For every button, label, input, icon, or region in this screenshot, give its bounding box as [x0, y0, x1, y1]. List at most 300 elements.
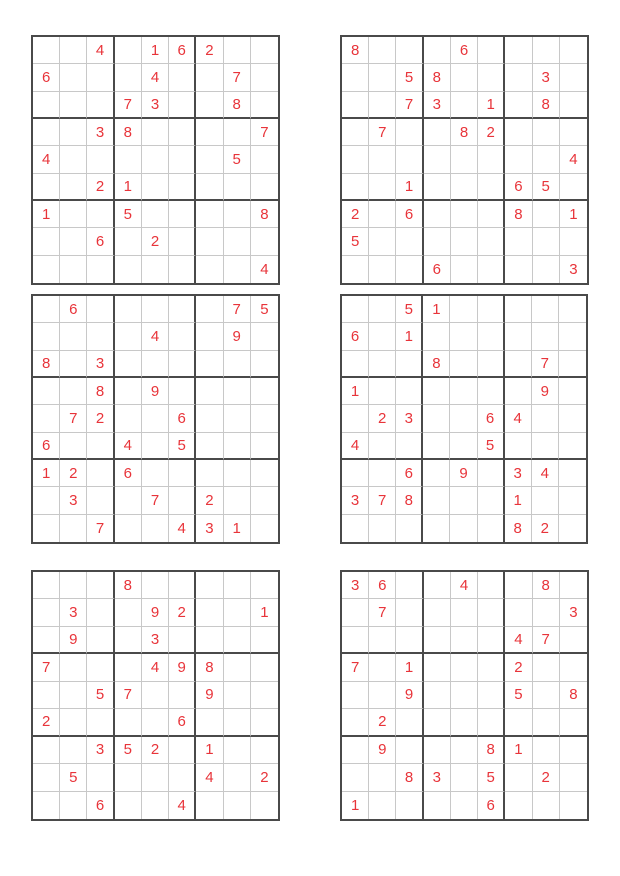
sudoku-cell-r7-c5[interactable] — [142, 201, 169, 228]
sudoku-cell-r7-c7[interactable] — [196, 201, 223, 228]
sudoku-cell-r5-c1[interactable] — [33, 682, 60, 709]
sudoku-cell-r6-c9[interactable] — [560, 174, 587, 201]
sudoku-cell-r5-c8[interactable] — [224, 405, 251, 432]
sudoku-cell-r5-c6[interactable] — [169, 146, 196, 173]
sudoku-cell-r2-c1[interactable]: 6 — [342, 323, 369, 350]
sudoku-cell-r9-c8[interactable] — [533, 792, 560, 819]
sudoku-cell-r4-c7[interactable]: 8 — [196, 654, 223, 681]
sudoku-cell-r9-c6[interactable] — [478, 256, 505, 283]
sudoku-cell-r3-c6[interactable] — [169, 627, 196, 654]
sudoku-cell-r4-c8[interactable] — [224, 654, 251, 681]
sudoku-cell-r2-c4[interactable] — [115, 599, 142, 626]
sudoku-cell-r4-c2[interactable] — [369, 378, 396, 405]
sudoku-cell-r6-c3[interactable]: 2 — [87, 174, 114, 201]
sudoku-cell-r6-c3[interactable] — [396, 433, 423, 460]
sudoku-cell-r9-c9[interactable] — [251, 792, 278, 819]
sudoku-cell-r1-c9[interactable] — [559, 296, 586, 323]
sudoku-cell-r1-c3[interactable] — [87, 572, 114, 599]
sudoku-cell-r5-c5[interactable] — [142, 682, 169, 709]
sudoku-cell-r7-c5[interactable] — [451, 201, 478, 228]
sudoku-cell-r1-c3[interactable]: 4 — [87, 37, 114, 64]
sudoku-cell-r5-c7[interactable] — [196, 146, 223, 173]
sudoku-cell-r3-c9[interactable] — [251, 92, 278, 119]
sudoku-cell-r6-c8[interactable] — [532, 433, 559, 460]
sudoku-cell-r9-c6[interactable]: 6 — [478, 792, 505, 819]
sudoku-cell-r9-c5[interactable] — [451, 792, 478, 819]
sudoku-cell-r4-c6[interactable] — [478, 378, 505, 405]
sudoku-cell-r9-c2[interactable] — [60, 256, 87, 283]
sudoku-cell-r3-c9[interactable] — [560, 627, 587, 654]
sudoku-cell-r8-c7[interactable]: 4 — [196, 764, 223, 791]
sudoku-cell-r4-c3[interactable]: 3 — [87, 119, 114, 146]
sudoku-cell-r7-c3[interactable]: 3 — [87, 737, 114, 764]
sudoku-cell-r3-c9[interactable] — [251, 627, 278, 654]
sudoku-cell-r5-c1[interactable] — [33, 405, 60, 432]
sudoku-cell-r4-c3[interactable] — [396, 119, 423, 146]
sudoku-cell-r7-c4[interactable] — [424, 737, 451, 764]
sudoku-cell-r6-c6[interactable] — [169, 174, 196, 201]
sudoku-cell-r8-c2[interactable]: 7 — [369, 487, 396, 514]
sudoku-cell-r3-c3[interactable]: 3 — [87, 351, 114, 378]
sudoku-cell-r2-c5[interactable] — [451, 599, 478, 626]
sudoku-cell-r6-c3[interactable] — [87, 433, 114, 460]
sudoku-cell-r1-c5[interactable] — [450, 296, 477, 323]
sudoku-cell-r8-c1[interactable] — [33, 228, 60, 255]
sudoku-cell-r2-c4[interactable]: 8 — [424, 64, 451, 91]
sudoku-cell-r8-c8[interactable] — [532, 487, 559, 514]
sudoku-cell-r4-c3[interactable]: 8 — [87, 378, 114, 405]
sudoku-cell-r6-c1[interactable]: 4 — [342, 433, 369, 460]
sudoku-cell-r8-c8[interactable] — [533, 228, 560, 255]
sudoku-cell-r1-c5[interactable] — [142, 572, 169, 599]
sudoku-cell-r9-c5[interactable] — [451, 256, 478, 283]
sudoku-cell-r6-c8[interactable] — [224, 433, 251, 460]
sudoku-cell-r7-c6[interactable] — [478, 201, 505, 228]
sudoku-cell-r6-c9[interactable] — [251, 433, 278, 460]
sudoku-cell-r4-c8[interactable] — [224, 119, 251, 146]
sudoku-cell-r8-c4[interactable] — [115, 487, 142, 514]
sudoku-cell-r4-c8[interactable] — [533, 119, 560, 146]
sudoku-cell-r2-c9[interactable]: 3 — [560, 599, 587, 626]
sudoku-cell-r1-c1[interactable]: 8 — [342, 37, 369, 64]
sudoku-cell-r4-c3[interactable] — [87, 654, 114, 681]
sudoku-cell-r8-c8[interactable] — [224, 764, 251, 791]
sudoku-cell-r2-c7[interactable] — [196, 64, 223, 91]
sudoku-cell-r4-c7[interactable] — [505, 119, 532, 146]
sudoku-cell-r9-c5[interactable] — [450, 515, 477, 542]
sudoku-cell-r8-c6[interactable]: 5 — [478, 764, 505, 791]
sudoku-cell-r7-c1[interactable]: 1 — [33, 201, 60, 228]
sudoku-cell-r2-c6[interactable] — [478, 64, 505, 91]
sudoku-cell-r1-c1[interactable] — [33, 572, 60, 599]
sudoku-cell-r8-c6[interactable] — [169, 228, 196, 255]
sudoku-cell-r5-c5[interactable] — [142, 146, 169, 173]
sudoku-cell-r7-c4[interactable] — [423, 460, 450, 487]
sudoku-cell-r1-c2[interactable] — [60, 37, 87, 64]
sudoku-cell-r3-c2[interactable]: 9 — [60, 627, 87, 654]
sudoku-cell-r7-c6[interactable] — [478, 460, 505, 487]
sudoku-cell-r6-c2[interactable] — [60, 174, 87, 201]
sudoku-cell-r7-c9[interactable] — [251, 460, 278, 487]
sudoku-cell-r5-c2[interactable] — [60, 682, 87, 709]
sudoku-cell-r5-c8[interactable] — [533, 682, 560, 709]
sudoku-cell-r2-c4[interactable] — [115, 323, 142, 350]
sudoku-cell-r3-c4[interactable]: 3 — [424, 92, 451, 119]
sudoku-cell-r4-c1[interactable]: 7 — [342, 654, 369, 681]
sudoku-cell-r9-c8[interactable] — [533, 256, 560, 283]
sudoku-cell-r3-c1[interactable] — [342, 92, 369, 119]
sudoku-cell-r6-c7[interactable] — [196, 433, 223, 460]
sudoku-cell-r4-c6[interactable]: 9 — [169, 654, 196, 681]
sudoku-cell-r6-c5[interactable] — [142, 709, 169, 736]
sudoku-cell-r1-c1[interactable] — [33, 37, 60, 64]
sudoku-cell-r9-c7[interactable] — [196, 256, 223, 283]
sudoku-cell-r4-c5[interactable]: 4 — [142, 654, 169, 681]
sudoku-cell-r2-c4[interactable] — [423, 323, 450, 350]
sudoku-cell-r9-c9[interactable]: 4 — [260, 260, 269, 278]
sudoku-cell-r4-c5[interactable] — [142, 119, 169, 146]
sudoku-cell-r2-c3[interactable]: 5 — [396, 64, 423, 91]
sudoku-cell-r6-c6[interactable]: 5 — [169, 433, 196, 460]
sudoku-cell-r4-c1[interactable]: 1 — [342, 378, 369, 405]
sudoku-cell-r8-c5[interactable] — [451, 764, 478, 791]
sudoku-cell-r6-c4[interactable] — [424, 709, 451, 736]
sudoku-cell-r2-c8[interactable]: 3 — [533, 64, 560, 91]
sudoku-cell-r1-c3[interactable] — [396, 572, 423, 599]
sudoku-cell-r7-c2[interactable] — [60, 737, 87, 764]
sudoku-cell-r6-c8[interactable] — [533, 709, 560, 736]
sudoku-cell-r8-c6[interactable] — [169, 487, 196, 514]
sudoku-cell-r6-c7[interactable]: 6 — [505, 174, 532, 201]
sudoku-cell-r2-c4[interactable] — [424, 599, 451, 626]
sudoku-cell-r2-c6[interactable] — [169, 64, 196, 91]
sudoku-cell-r2-c7[interactable] — [505, 64, 532, 91]
sudoku-cell-r4-c2[interactable] — [60, 378, 87, 405]
sudoku-cell-r5-c5[interactable] — [142, 405, 169, 432]
sudoku-cell-r6-c8[interactable] — [224, 174, 251, 201]
sudoku-cell-r5-c3[interactable] — [396, 146, 423, 173]
sudoku-cell-r8-c2[interactable]: 5 — [60, 764, 87, 791]
sudoku-cell-r2-c3[interactable] — [396, 599, 423, 626]
sudoku-cell-r3-c2[interactable] — [369, 351, 396, 378]
sudoku-cell-r3-c6[interactable] — [478, 351, 505, 378]
sudoku-cell-r6-c9[interactable] — [560, 709, 587, 736]
sudoku-cell-r1-c5[interactable]: 1 — [142, 37, 169, 64]
sudoku-cell-r9-c1[interactable] — [342, 515, 369, 542]
sudoku-cell-r8-c5[interactable]: 2 — [142, 228, 169, 255]
sudoku-cell-r7-c5[interactable]: 2 — [142, 737, 169, 764]
sudoku-cell-r7-c9[interactable] — [559, 460, 586, 487]
sudoku-cell-r6-c1[interactable] — [342, 174, 369, 201]
sudoku-cell-r3-c2[interactable] — [60, 351, 87, 378]
sudoku-cell-r2-c3[interactable]: 1 — [396, 323, 423, 350]
sudoku-cell-r5-c3[interactable]: 9 — [396, 682, 423, 709]
sudoku-cell-r4-c4[interactable]: 8 — [115, 119, 142, 146]
sudoku-cell-r7-c2[interactable] — [60, 201, 87, 228]
sudoku-cell-r9-c4[interactable] — [424, 792, 451, 819]
sudoku-cell-r5-c6[interactable]: 6 — [169, 405, 196, 432]
sudoku-cell-r5-c1[interactable] — [342, 682, 369, 709]
sudoku-cell-r2-c9[interactable] — [251, 64, 278, 91]
sudoku-cell-r9-c4[interactable] — [115, 256, 142, 283]
sudoku-cell-r3-c3[interactable] — [87, 627, 114, 654]
sudoku-cell-r7-c4[interactable]: 5 — [115, 737, 142, 764]
sudoku-cell-r5-c4[interactable] — [115, 405, 142, 432]
sudoku-cell-r8-c5[interactable] — [450, 487, 477, 514]
sudoku-cell-r3-c2[interactable] — [60, 92, 87, 119]
sudoku-cell-r1-c2[interactable]: 6 — [369, 572, 396, 599]
sudoku-cell-r2-c2[interactable] — [60, 64, 87, 91]
sudoku-cell-r7-c8[interactable] — [224, 737, 251, 764]
sudoku-cell-r2-c5[interactable]: 9 — [142, 599, 169, 626]
sudoku-cell-r8-c9[interactable]: 2 — [251, 764, 278, 791]
sudoku-cell-r8-c4[interactable]: 3 — [424, 764, 451, 791]
sudoku-cell-r3-c5[interactable] — [450, 351, 477, 378]
sudoku-cell-r4-c2[interactable]: 7 — [369, 119, 396, 146]
sudoku-cell-r7-c7[interactable]: 1 — [505, 737, 532, 764]
sudoku-cell-r7-c1[interactable]: 2 — [342, 201, 369, 228]
sudoku-cell-r2-c5[interactable] — [451, 64, 478, 91]
sudoku-cell-r4-c5[interactable]: 8 — [451, 119, 478, 146]
sudoku-cell-r8-c7[interactable] — [196, 228, 223, 255]
sudoku-cell-r3-c6[interactable] — [169, 351, 196, 378]
sudoku-cell-r1-c2[interactable] — [369, 37, 396, 64]
sudoku-cell-r1-c1[interactable]: 3 — [342, 572, 369, 599]
sudoku-cell-r1-c4[interactable] — [424, 572, 451, 599]
sudoku-cell-r4-c4[interactable] — [424, 119, 451, 146]
sudoku-cell-r2-c4[interactable] — [115, 64, 142, 91]
sudoku-cell-r1-c4[interactable]: 8 — [115, 572, 142, 599]
sudoku-cell-r6-c4[interactable] — [115, 709, 142, 736]
sudoku-cell-r8-c4[interactable] — [115, 228, 142, 255]
sudoku-cell-r9-c7[interactable]: 8 — [505, 515, 532, 542]
sudoku-cell-r3-c5[interactable] — [451, 627, 478, 654]
sudoku-cell-r9-c1[interactable]: 1 — [342, 792, 369, 819]
sudoku-cell-r1-c6[interactable] — [478, 572, 505, 599]
sudoku-cell-r3-c6[interactable] — [478, 627, 505, 654]
sudoku-cell-r2-c8[interactable]: 9 — [224, 323, 251, 350]
sudoku-cell-r9-c9[interactable] — [559, 515, 586, 542]
sudoku-cell-r1-c5[interactable] — [142, 296, 169, 323]
sudoku-cell-r7-c8[interactable]: 4 — [532, 460, 559, 487]
sudoku-cell-r3-c1[interactable] — [342, 627, 369, 654]
sudoku-cell-r5-c1[interactable]: 4 — [33, 146, 60, 173]
sudoku-cell-r7-c7[interactable]: 3 — [505, 460, 532, 487]
sudoku-cell-r7-c7[interactable] — [196, 460, 223, 487]
sudoku-cell-r5-c5[interactable] — [451, 682, 478, 709]
sudoku-cell-r6-c4[interactable]: 1 — [115, 174, 142, 201]
sudoku-cell-r1-c8[interactable] — [533, 37, 560, 64]
sudoku-cell-r6-c5[interactable] — [142, 433, 169, 460]
sudoku-cell-r7-c4[interactable]: 5 — [115, 201, 142, 228]
sudoku-cell-r3-c8[interactable] — [224, 627, 251, 654]
sudoku-cell-r3-c7[interactable] — [505, 351, 532, 378]
sudoku-cell-r2-c5[interactable] — [450, 323, 477, 350]
sudoku-cell-r5-c9[interactable]: 4 — [560, 146, 587, 173]
sudoku-cell-r1-c5[interactable]: 4 — [451, 572, 478, 599]
sudoku-cell-r6-c2[interactable] — [369, 174, 396, 201]
sudoku-cell-r7-c1[interactable] — [342, 737, 369, 764]
sudoku-cell-r6-c2[interactable] — [60, 433, 87, 460]
sudoku-cell-r5-c4[interactable]: 7 — [115, 682, 142, 709]
sudoku-cell-r6-c3[interactable] — [396, 709, 423, 736]
sudoku-cell-r7-c3[interactable]: 6 — [396, 201, 423, 228]
sudoku-cell-r7-c7[interactable]: 8 — [505, 201, 532, 228]
sudoku-cell-r7-c2[interactable] — [369, 201, 396, 228]
sudoku-cell-r6-c9[interactable] — [559, 433, 586, 460]
sudoku-cell-r2-c7[interactable] — [505, 323, 532, 350]
sudoku-cell-r9-c8[interactable]: 1 — [224, 515, 251, 542]
sudoku-cell-r4-c7[interactable] — [505, 378, 532, 405]
sudoku-cell-r1-c1[interactable] — [33, 296, 60, 323]
sudoku-cell-r1-c7[interactable] — [505, 572, 532, 599]
sudoku-cell-r7-c9[interactable]: 8 — [251, 201, 278, 228]
sudoku-cell-r5-c4[interactable] — [424, 146, 451, 173]
sudoku-cell-r7-c3[interactable] — [396, 737, 423, 764]
sudoku-cell-r2-c8[interactable] — [532, 323, 559, 350]
sudoku-cell-r3-c5[interactable]: 3 — [142, 627, 169, 654]
sudoku-cell-r4-c9[interactable] — [560, 119, 587, 146]
sudoku-cell-r7-c6[interactable] — [169, 460, 196, 487]
sudoku-cell-r4-c2[interactable] — [60, 654, 87, 681]
sudoku-cell-r9-c5[interactable] — [142, 792, 169, 819]
sudoku-cell-r9-c3[interactable]: 7 — [87, 515, 114, 542]
sudoku-cell-r6-c8[interactable] — [224, 709, 251, 736]
sudoku-cell-r5-c8[interactable] — [532, 405, 559, 432]
sudoku-cell-r4-c4[interactable] — [115, 654, 142, 681]
sudoku-cell-r8-c8[interactable] — [224, 228, 251, 255]
sudoku-cell-r8-c2[interactable] — [369, 228, 396, 255]
sudoku-cell-r5-c1[interactable] — [342, 405, 369, 432]
sudoku-cell-r5-c8[interactable]: 5 — [224, 146, 251, 173]
sudoku-cell-r9-c1[interactable] — [342, 256, 369, 283]
sudoku-cell-r7-c7[interactable]: 1 — [196, 737, 223, 764]
sudoku-cell-r3-c5[interactable]: 3 — [142, 92, 169, 119]
sudoku-cell-r6-c5[interactable] — [451, 709, 478, 736]
sudoku-cell-r8-c9[interactable] — [560, 764, 587, 791]
sudoku-cell-r3-c9[interactable] — [559, 351, 586, 378]
sudoku-cell-r7-c5[interactable] — [142, 460, 169, 487]
sudoku-cell-r8-c7[interactable]: 2 — [196, 487, 223, 514]
sudoku-cell-r8-c7[interactable]: 1 — [505, 487, 532, 514]
sudoku-cell-r8-c7[interactable] — [505, 228, 532, 255]
sudoku-cell-r5-c9[interactable]: 8 — [560, 682, 587, 709]
sudoku-cell-r9-c6[interactable] — [169, 256, 196, 283]
sudoku-cell-r9-c2[interactable] — [369, 256, 396, 283]
sudoku-cell-r6-c6[interactable]: 5 — [478, 433, 505, 460]
sudoku-cell-r1-c4[interactable] — [424, 37, 451, 64]
sudoku-cell-r6-c2[interactable] — [60, 709, 87, 736]
sudoku-cell-r2-c2[interactable] — [60, 323, 87, 350]
sudoku-cell-r5-c8[interactable] — [533, 146, 560, 173]
sudoku-cell-r2-c8[interactable]: 7 — [224, 64, 251, 91]
sudoku-cell-r3-c3[interactable] — [396, 627, 423, 654]
sudoku-cell-r5-c3[interactable] — [87, 146, 114, 173]
sudoku-cell-r8-c8[interactable]: 2 — [533, 764, 560, 791]
sudoku-cell-r2-c8[interactable] — [533, 599, 560, 626]
sudoku-cell-r7-c6[interactable] — [169, 201, 196, 228]
sudoku-cell-r1-c2[interactable] — [369, 296, 396, 323]
sudoku-cell-r1-c4[interactable]: 1 — [423, 296, 450, 323]
sudoku-cell-r4-c7[interactable]: 2 — [505, 654, 532, 681]
sudoku-cell-r1-c7[interactable] — [196, 572, 223, 599]
sudoku-cell-r6-c7[interactable] — [196, 709, 223, 736]
sudoku-cell-r1-c8[interactable] — [224, 572, 251, 599]
sudoku-cell-r9-c4[interactable]: 6 — [424, 256, 451, 283]
sudoku-cell-r7-c9[interactable]: 1 — [560, 201, 587, 228]
sudoku-cell-r5-c6[interactable] — [478, 146, 505, 173]
sudoku-cell-r4-c6[interactable] — [169, 119, 196, 146]
sudoku-cell-r2-c1[interactable] — [342, 599, 369, 626]
sudoku-cell-r9-c8[interactable]: 2 — [532, 515, 559, 542]
sudoku-cell-r9-c5[interactable] — [142, 515, 169, 542]
sudoku-cell-r1-c7[interactable] — [505, 37, 532, 64]
sudoku-cell-r3-c8[interactable]: 7 — [532, 351, 559, 378]
sudoku-cell-r3-c7[interactable]: 4 — [505, 627, 532, 654]
sudoku-cell-r1-c6[interactable]: 6 — [169, 37, 196, 64]
sudoku-cell-r4-c4[interactable] — [423, 378, 450, 405]
sudoku-cell-r2-c6[interactable] — [478, 599, 505, 626]
sudoku-cell-r9-c6[interactable] — [478, 515, 505, 542]
sudoku-cell-r3-c7[interactable] — [505, 92, 532, 119]
sudoku-cell-r6-c9[interactable] — [251, 174, 278, 201]
sudoku-cell-r6-c2[interactable] — [369, 433, 396, 460]
sudoku-cell-r2-c5[interactable]: 4 — [142, 64, 169, 91]
sudoku-cell-r5-c7[interactable]: 4 — [505, 405, 532, 432]
sudoku-cell-r5-c1[interactable] — [342, 146, 369, 173]
sudoku-cell-r3-c2[interactable] — [369, 92, 396, 119]
sudoku-cell-r6-c9[interactable] — [251, 709, 278, 736]
sudoku-cell-r6-c4[interactable] — [424, 174, 451, 201]
sudoku-cell-r5-c3[interactable]: 3 — [396, 405, 423, 432]
sudoku-cell-r9-c4[interactable] — [423, 515, 450, 542]
sudoku-cell-r8-c1[interactable]: 3 — [342, 487, 369, 514]
sudoku-cell-r9-c3[interactable]: 6 — [87, 792, 114, 819]
sudoku-cell-r1-c4[interactable] — [115, 296, 142, 323]
sudoku-cell-r5-c4[interactable] — [424, 682, 451, 709]
sudoku-cell-r3-c4[interactable] — [424, 627, 451, 654]
sudoku-cell-r2-c2[interactable] — [369, 64, 396, 91]
sudoku-cell-r1-c9[interactable]: 5 — [251, 296, 278, 323]
sudoku-cell-r5-c7[interactable] — [196, 405, 223, 432]
sudoku-cell-r6-c8[interactable]: 5 — [533, 174, 560, 201]
sudoku-cell-r8-c3[interactable]: 6 — [87, 228, 114, 255]
sudoku-cell-r6-c5[interactable] — [450, 433, 477, 460]
sudoku-cell-r7-c5[interactable] — [451, 737, 478, 764]
sudoku-cell-r6-c4[interactable]: 4 — [115, 433, 142, 460]
sudoku-cell-r5-c2[interactable] — [369, 682, 396, 709]
sudoku-cell-r2-c7[interactable] — [196, 599, 223, 626]
sudoku-cell-r2-c8[interactable] — [224, 599, 251, 626]
sudoku-cell-r1-c6[interactable] — [478, 296, 505, 323]
sudoku-cell-r3-c1[interactable]: 8 — [33, 351, 60, 378]
sudoku-cell-r7-c9[interactable] — [560, 737, 587, 764]
sudoku-cell-r5-c5[interactable] — [450, 405, 477, 432]
sudoku-cell-r3-c6[interactable] — [169, 92, 196, 119]
sudoku-cell-r9-c1[interactable] — [33, 792, 60, 819]
sudoku-cell-r6-c6[interactable] — [478, 174, 505, 201]
sudoku-cell-r9-c9[interactable] — [560, 792, 587, 819]
sudoku-cell-r3-c3[interactable]: 7 — [396, 92, 423, 119]
sudoku-cell-r4-c4[interactable] — [115, 378, 142, 405]
sudoku-cell-r9-c4[interactable] — [115, 515, 142, 542]
sudoku-cell-r8-c1[interactable] — [342, 764, 369, 791]
sudoku-cell-r9-c3[interactable] — [396, 256, 423, 283]
sudoku-cell-r9-c7[interactable] — [505, 792, 532, 819]
sudoku-cell-r8-c4[interactable] — [115, 764, 142, 791]
sudoku-cell-r9-c7[interactable] — [505, 256, 532, 283]
sudoku-cell-r3-c8[interactable] — [224, 351, 251, 378]
